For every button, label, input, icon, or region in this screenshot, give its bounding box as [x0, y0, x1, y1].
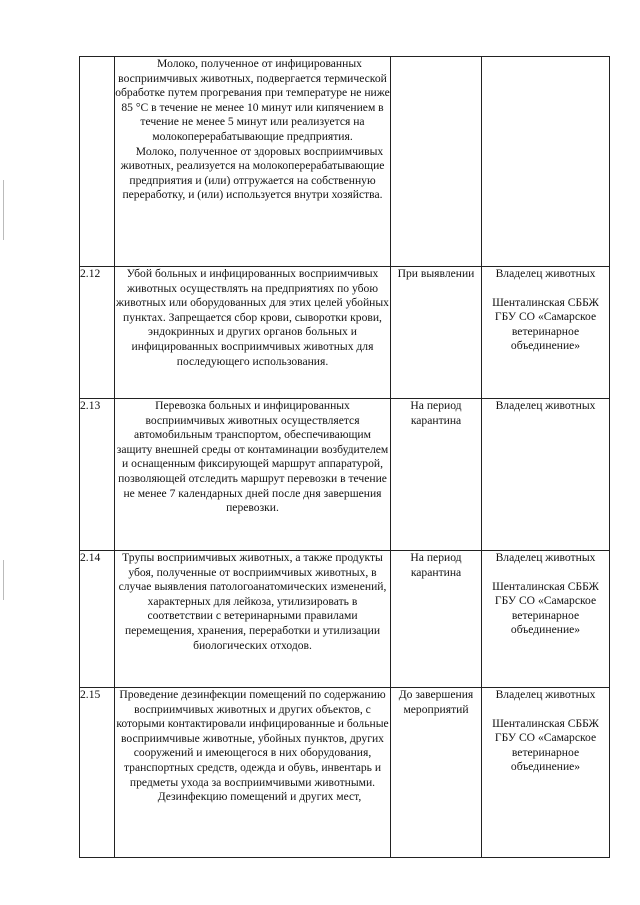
row-number	[80, 57, 115, 267]
row-number: 2.13	[80, 399, 115, 551]
scan-edge-mark	[3, 180, 4, 240]
row-number: 2.15	[80, 688, 115, 858]
term-cell	[391, 57, 482, 267]
measure-paragraph: Дезинфекцию помещений и других мест,	[157, 790, 362, 804]
measure-text	[115, 551, 391, 688]
table-row	[80, 267, 610, 399]
measure-paragraph: Перевозка больных и инфицированных восприимчивых животных осуществляется автомобильным транспортом, обеспечивающим защиту внешней среды от контаминации возбудителем и оснащенным фиксирующей маршрут аппаратурой, позволяющей отследить маршрут перевозки в течение не менее 7 календарных дней после дня завершения перевозки.	[116, 399, 389, 515]
responsible-cell	[482, 57, 610, 267]
responsible-cell	[482, 688, 610, 858]
responsible-primary: Владелец животных	[495, 399, 596, 412]
measure-text	[115, 267, 391, 399]
measure-paragraph: Проведение дезинфекции помещений по содержанию восприимчивых животных и других объектов, с которыми контактировали инфицированные и больные восприимчивые животные, убойных пунктов, других сооружений и имеющегося в них оборудования, транспортных средств, одежда и обувь, инвентарь и предметы ухода за восприимчивыми животными.	[116, 688, 389, 789]
table-row	[80, 551, 610, 688]
responsible-primary: Владелец животных	[495, 267, 596, 280]
term-cell: На период карантина	[391, 399, 482, 551]
measure-text	[115, 57, 391, 267]
measure-paragraph: Трупы восприимчивых животных, а также продукты убоя, полученные от восприимчивых животных, в случае выявления патологоанатомических изменений, характерных для лейкоза, утилизировать в соответствии с ветеринарными правилами перемещения, хранения, переработки и утилизации биологических отходов.	[118, 551, 387, 652]
measure-text	[115, 688, 391, 858]
responsible-cell	[482, 399, 610, 551]
term-cell: При выявлении	[391, 267, 482, 399]
row-number: 2.12	[80, 267, 115, 399]
responsible-secondary: Шенталинская СББЖ ГБУ СО «Самарское ветеринарное объединение»	[492, 295, 599, 353]
term-cell: На период карантина	[391, 551, 482, 688]
measures-table	[79, 56, 610, 858]
term-cell: До завершения мероприятий	[391, 688, 482, 858]
scan-edge-mark	[3, 560, 4, 600]
responsible-cell	[482, 551, 610, 688]
responsible-cell	[482, 267, 610, 399]
measure-paragraph: Молоко, полученное от инфицированных восприимчивых животных, подвергается термической обработке путем прогревания при температуре не ниже 85 °С в течение не менее 10 минут или кипячением в течение не менее 5 минут или реализуется на молокоперерабатывающие предприятия.	[115, 57, 390, 143]
row-number: 2.14	[80, 551, 115, 688]
table-row	[80, 57, 610, 267]
measure-paragraph: Молоко, полученное от здоровых восприимчивых животных, реализуется на молокоперерабатывающие предприятия и (или) отгружается на собственную переработку, и (или) используется внутри хозяйства.	[120, 144, 385, 202]
table-row	[80, 399, 610, 551]
responsible-secondary: Шенталинская СББЖ ГБУ СО «Самарское ветеринарное объединение»	[492, 579, 599, 637]
responsible-secondary: Шенталинская СББЖ ГБУ СО «Самарское ветеринарное объединение»	[492, 716, 599, 774]
measure-paragraph: Убой больных и инфицированных восприимчивых животных осуществлять на предприятиях по убою животных или оборудованных для этих целей убойных пунктах. Запрещается сбор крови, сыворотки крови, эндокринных и других органов больных и инфицированных восприимчивых животных для последующего использования.	[116, 267, 389, 368]
responsible-primary: Владелец животных	[495, 688, 596, 701]
responsible-primary: Владелец животных	[495, 551, 596, 564]
table-row	[80, 688, 610, 858]
measure-text	[115, 399, 391, 551]
